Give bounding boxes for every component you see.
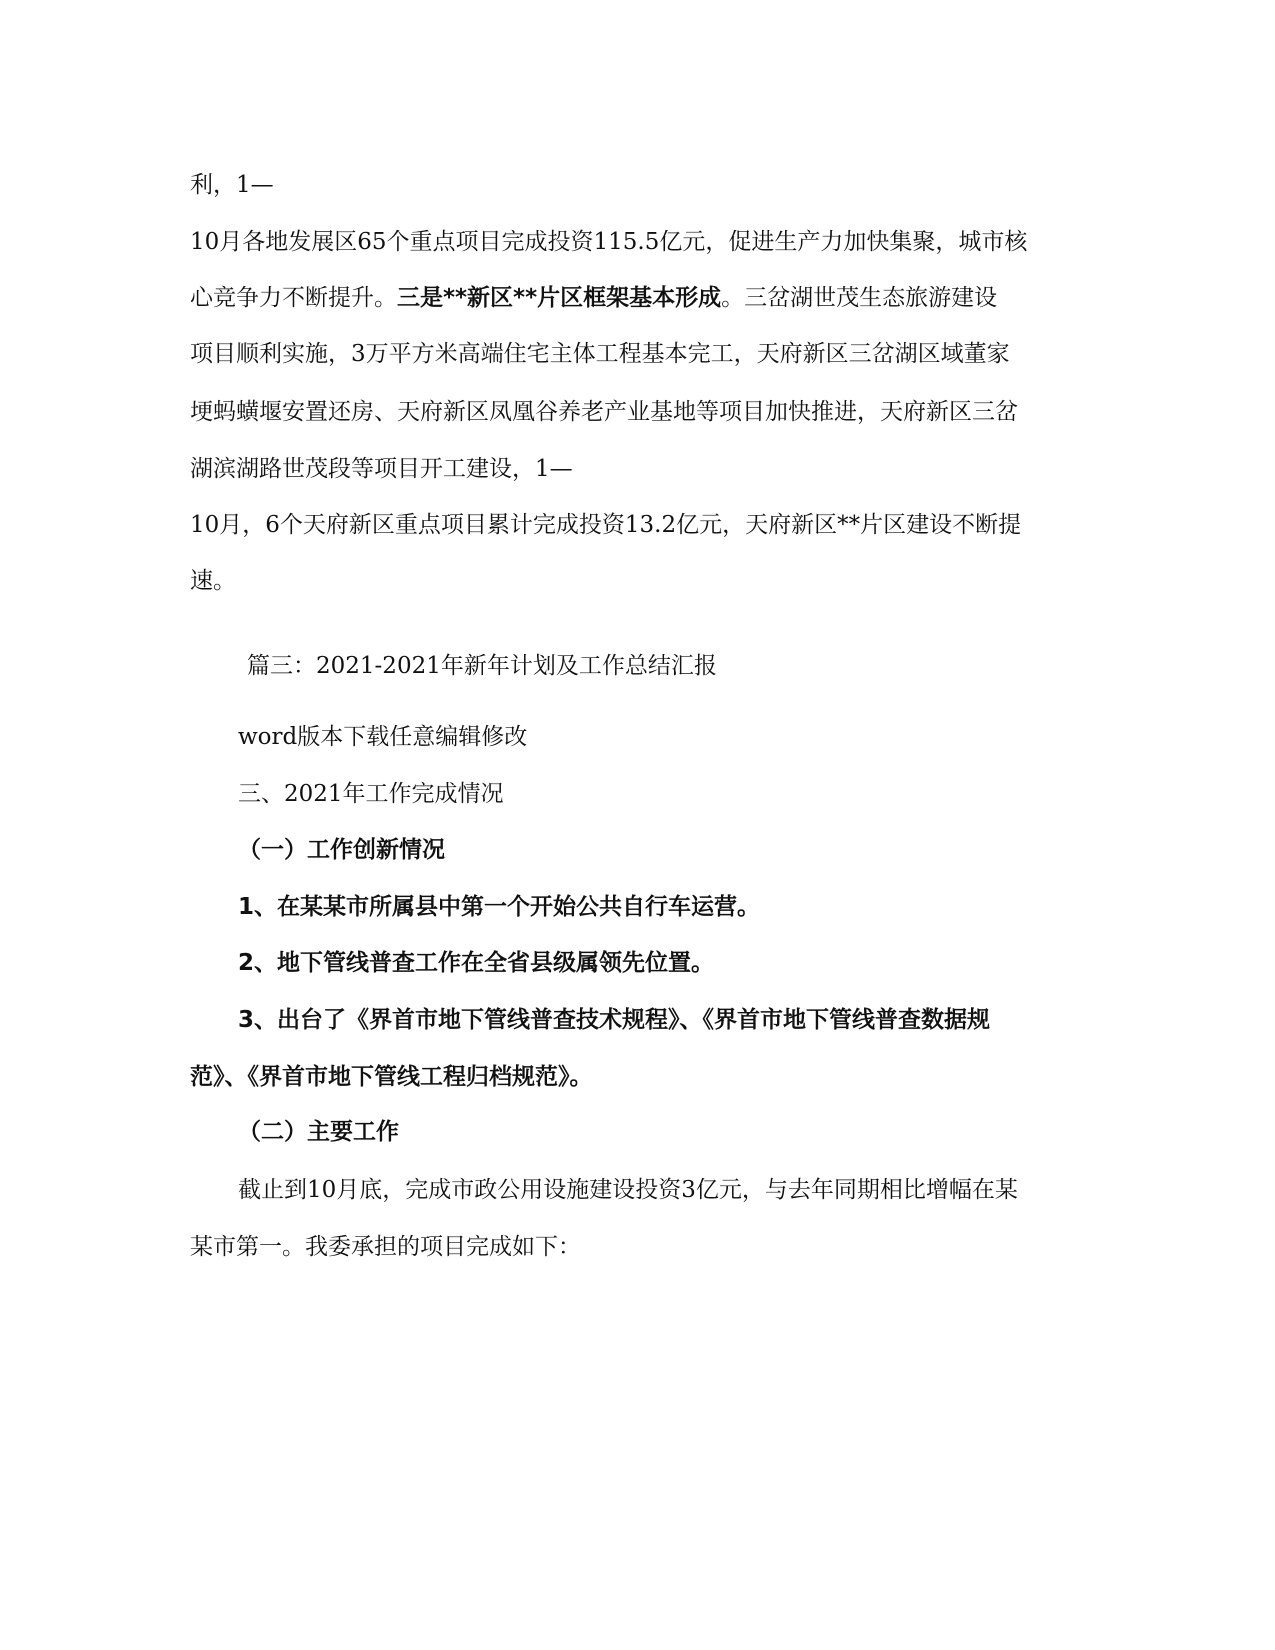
para1-line6: 湖滨湖路世茂段等项目开工建设，1—	[190, 456, 573, 482]
main-work-line1: 截止到10月底，完成市政公用设施建设投资3亿元，与去年同期相比增幅在某	[238, 1177, 1018, 1203]
innovation-item-1: 1、在某某市所属县中第一个开始公共自行车运营。	[238, 894, 761, 920]
section-three-heading: 三、2021年工作完成情况	[238, 781, 504, 807]
innovation-item-2: 2、地下管线普查工作在全省县级属领先位置。	[238, 950, 715, 976]
para1-line2: 10月各地发展区65个重点项目完成投资115.5亿元，促进生产力加快集聚，城市核	[190, 229, 1028, 255]
innovation-item-3-line2: 范》、《界首市地下管线工程归档规范》。	[190, 1064, 593, 1090]
para1-line3-normal: 心竞争力不断提升。	[190, 285, 397, 311]
para1-line5: 埂蚂蟥堰安置还房、天府新区凤凰谷养老产业基地等项目加快推进，天府新区三岔	[190, 399, 1018, 425]
para1-line8: 速。	[190, 568, 236, 594]
subsection-one-heading: （一）工作创新情况	[238, 837, 445, 863]
para1-line7: 10月，6个天府新区重点项目累计完成投资13.2亿元，天府新区**片区建设不断提	[190, 512, 1022, 538]
main-work-line2: 某市第一。我委承担的项目完成如下：	[190, 1234, 581, 1260]
para1-line3-bold: 三是**新区**片区框架基本形成	[397, 285, 722, 311]
chapter-title: 篇三：2021-2021年新年计划及工作总结汇报	[247, 653, 717, 679]
subsection-two-heading: （二）主要工作	[238, 1119, 399, 1145]
para1-line3	[190, 283, 997, 313]
para1-line3-tail: 。三岔湖世茂生态旅游建设	[721, 285, 998, 311]
para1-line4: 项目顺利实施，3万平方米高端住宅主体工程基本完工，天府新区三岔湖区域董家	[190, 341, 1010, 367]
innovation-item-3-line1: 3、出台了《界首市地下管线普查技术规程》、《界首市地下管线普查数据规	[238, 1007, 991, 1033]
word-note: word版本下载任意编辑修改	[238, 724, 528, 750]
para1-line1: 利，1—	[190, 172, 274, 198]
